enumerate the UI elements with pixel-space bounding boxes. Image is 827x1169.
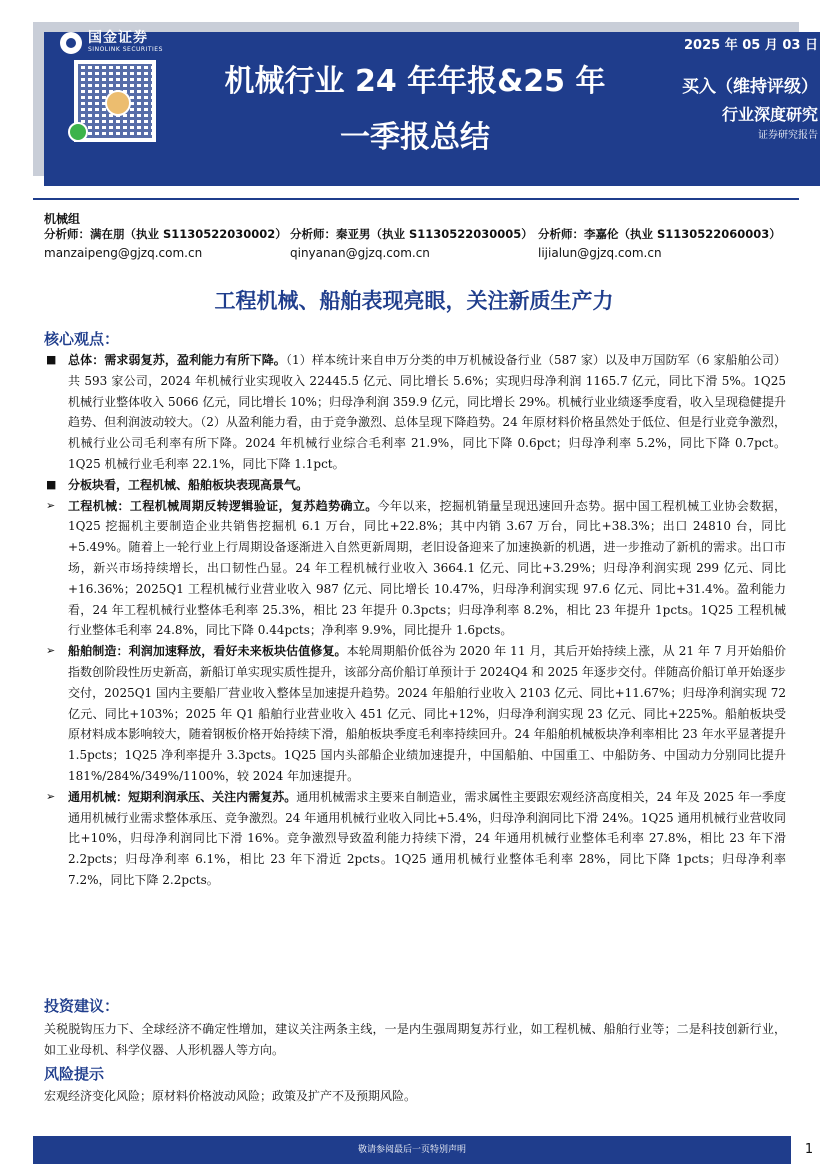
risk-title: 风险提示 [44,1065,105,1083]
core-item-shipbuilding-lead: 船舶制造：利润加速释放，看好未来板块估值修复。 [68,644,347,659]
core-item-shipbuilding [44,641,786,787]
bullet-square-icon: ■ [46,353,57,366]
core-item-sectors-lead: 分板块看，工程机械、船舶板块表现高景气。 [68,477,309,492]
logo-mark-icon [60,32,82,54]
core-item-general-lead: 通用机械：短期利润承压、关注内需复苏。 [68,789,297,804]
core-item-overall-lead: 总体：需求弱复苏，盈利能力有所下降。 [68,353,286,367]
report-title-line1: 机械行业 24 年年报&25 年 [224,64,606,99]
core-item-general [44,787,786,891]
core-item-sectors [44,475,786,496]
core-item-overall [44,350,786,475]
logo-text-cn: 国金证券 [88,30,148,46]
analyst-3-email[interactable]: lijialun@gjzq.com.cn [538,246,662,260]
report-title-line2: 一季报总结 [340,120,490,155]
report-subtype: 证券研究报告 [758,130,818,141]
rating-badge: 买入（维持评级） [682,77,818,97]
bullet-square-icon: ■ [46,477,57,491]
core-item-construction [44,496,786,642]
logo-text-en: SINOLINK SECURITIES [88,46,163,53]
report-date: 2025 年 05 月 03 日 [684,38,818,53]
invest-text: 关税脱钩压力下、全球经济不确定性增加，建议关注两条主线，一是内生强周期复苏行业，如工程机械、船舶行业等；二是科技创新行业，如工业母机、科学仪器、人形机器人等方向。 [44,1022,786,1057]
core-item-overall-text: （1）样本统计来自申万分类的申万机械设备行业（587 家）以及申万国防军（6 家船舶公司）共 593 家公司，2024 年机械行业实现收入 22445.5 亿元、同比增长 5.6%；实现归母净利润 1165.7 亿元，同比下滑 5%。1Q25 机械行业整体收入 5066 亿元，同比增长 10%；归母净利润 359.9 亿元，同比增长 29%。机械行业业绩逐季度看，收入呈现稳健提升趋势、但利润波动较大。（2）从盈利能力看，由于竞争激烈、总体呈现下降趋势。24 年原材料价格虽然处于低位、但是行业竞争激烈，机械行业公司毛利率有所下降。2024 年机械行业综合毛利率 21.9%，同比下降 0.6pct；归母净利率 5.2%，同比下降 0.7pct。1Q25 机械行业毛利率 22.1%，同比下降 1.1pct。 [68,353,786,471]
report-title [180,54,650,166]
invest-title: 投资建议： [44,997,120,1015]
company-logo [60,31,163,54]
analyst-2: 分析师：秦亚男（执业 S1130522030005） [290,227,533,241]
analyst-3: 分析师：李嘉伦（执业 S1130522060003） [538,227,781,241]
risk-text: 宏观经济变化风险；原材料价格波动风险；政策及扩产不及预期风险。 [44,1089,417,1103]
core-item-general-text: 通用机械需求主要来自制造业，需求属性主要跟宏观经济高度相关，24 年及 2025 年一季度通用机械行业需求整体承压、竞争激烈。24 年通用机械行业收入同比+5.4%，归母净利润同比下滑 24%。1Q25 通用机械行业营收同比+10%，归母净利润同比下滑 16%。竞争激烈导致盈利能力持续下滑，24 年通用机械行业整体毛利率 27.8%，相比 23 年下滑 2.2pcts；归母净利率 6.1%，相比 23 年下滑近 2pcts。1Q25 通用机械行业整体毛利率 28%，同比下降 1pcts；归母净利率 7.2%，同比下降 2.2pcts。 [68,789,786,887]
core-item-construction-text: 今年以来，挖掘机销量呈现迅速回升态势。据中国工程机械工业协会数据，1Q25 挖掘机主要制造企业共销售挖掘机 6.1 万台，同比+22.8%；其中内销 3.67 万台，同比+38.3%；出口 24810 台，同比+5.49%。随着上一轮行业上行周期设备逐渐进入自然更新周期，老旧设备迎来了加速换新的机遇，进一步推动了新机的需求。出口市场，新兴市场持续增长，出口韧性凸显。24 年工程机械行业收入 3664.1 亿元、同比+3.29%；归母净利润实现 299 亿元、同比+16.36%；2025Q1 工程机械行业营业收入 987 亿元、同比增长 10.47%，归母净利润实现 97.6 亿元、同比+31.4%。盈利能力看，24 年工程机械行业整体毛利率 25.3%，相比 23 年提升 0.3pcts；归母净利率 8.2%，相比 23 年提升 1pcts。1Q25 工程机械行业整体毛利率 24.8%，同比下降 0.44pcts；净利率 9.9%，同比提升 1.6pcts。 [68,498,786,638]
page-number: 1 [804,1142,814,1157]
core-item-construction-lead: 工程机械：工程机械周期反转逻辑验证，复苏趋势确立。 [68,498,378,513]
analyst-1-email[interactable]: manzaipeng@gjzq.com.cn [44,246,203,260]
footer-disclaimer[interactable]: 敬请参阅最后一页特别声明 [357,1145,466,1155]
headline: 工程机械、船舶表现亮眼，关注新质生产力 [214,289,614,313]
core-body [44,350,786,891]
core-title: 核心观点： [44,330,120,348]
analyst-2-email[interactable]: qinyanan@gjzq.com.cn [290,246,430,260]
bullet-arrow-icon: ➢ [46,498,56,512]
divider [33,198,799,200]
qr-center-logo-icon [105,90,131,116]
wechat-icon [68,122,88,142]
research-group: 机械组 [44,212,81,226]
bullet-arrow-icon: ➢ [46,789,56,803]
analyst-1: 分析师：满在朋（执业 S1130522030002） [44,227,287,241]
core-item-shipbuilding-text: 本轮周期船价低谷为 2020 年 11 月，其后开始持续上涨，从 21 年 7 月开始船价指数创阶段性历史新高，新船订单实现实质性提升，该部分高价船订单预计于 2024Q4 和 2025 年逐步交付。伴随高价船订单开始逐步交付，2025Q1 国内主要船厂营业收入整体呈加速提升趋势。2024 年船舶行业收入 2103 亿元、同比+11.67%；归母净利润实现 72 亿元、同比+103%；2025 年 Q1 船舶行业营业收入 451 亿元、同比+12%，归母净利润实现 23 亿元、同比+225%。船舶板块受原材料成本影响较大，随着钢板价格开始持续下滑，船舶板块季度毛利率持续回升。24 年船舶机械板块净利率相比 23 年水平显著提升 1.5pcts；1Q25 净利率提升 3.3pcts。1Q25 国内头部船企业绩加速提升，中国船舶、中国重工、中船防务、中国动力分别同比提升 181%/284%/349%/1100%，较 2024 年加速提升。 [68,644,786,783]
bullet-arrow-icon: ➢ [46,644,56,658]
report-type: 行业深度研究 [721,105,818,124]
